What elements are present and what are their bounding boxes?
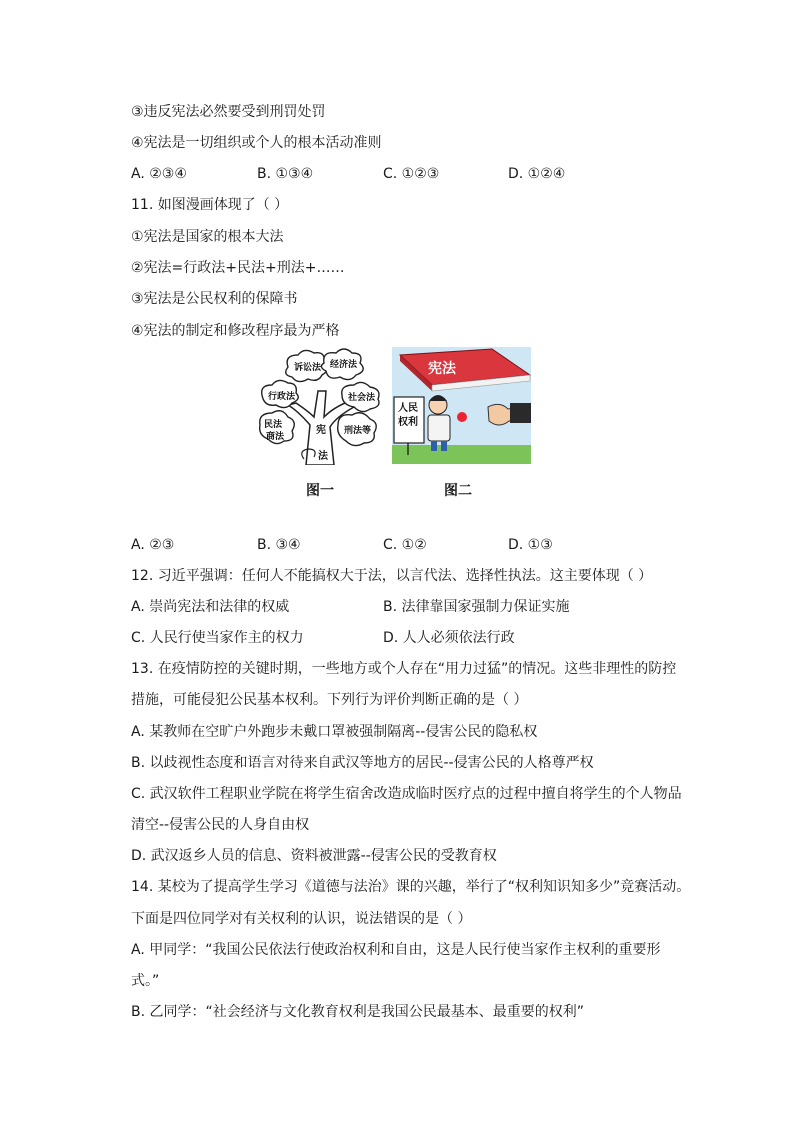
root-label: 法 xyxy=(318,451,328,462)
q14-stem-line-1: 14. 某校为了提高学生学习《道德与法治》课的兴趣，举行了“权利知识知多少”竞赛活动。 xyxy=(131,879,691,895)
branch-label-6: 刑法等 xyxy=(344,426,372,436)
branch-label-1: 诉讼法 xyxy=(294,363,322,373)
sign-label-line-2: 权利 xyxy=(398,417,418,428)
q10-statement-4: ④宪法是一切组织或个人的根本活动准则 xyxy=(131,135,382,151)
branch-label-4: 社会法 xyxy=(348,393,376,403)
q10-option-d: D. ①②④ xyxy=(508,166,566,182)
q13-option-d: D. 武汉返乡人员的信息、资料被泄露--侵害公民的受教育权 xyxy=(131,848,497,864)
branch-label-2: 经济法 xyxy=(330,360,358,370)
q10-option-a: A. ②③④ xyxy=(131,166,187,182)
figure-1-law-tree xyxy=(258,347,386,465)
q11-statement-2: ②宪法=行政法+民法+刑法+…… xyxy=(131,260,345,276)
branch-label-5b: 商法 xyxy=(266,432,285,442)
q14-option-a-line-2: 式。” xyxy=(131,973,160,989)
constitution-umbrella-illustration xyxy=(392,347,531,464)
q11-statement-1: ①宪法是国家的根本大法 xyxy=(131,229,284,245)
figure-1-caption: 图一 xyxy=(306,483,334,499)
q11-option-b: B. ③④ xyxy=(257,537,301,553)
q12-stem: 12. 习近平强调：任何人不能搞权大于法，以言代法、选择性执法。这主要体现（ ） xyxy=(131,568,653,584)
q13-option-c-line-2: 清空--侵害公民的人身自由权 xyxy=(131,817,310,833)
q11-statement-4: ④宪法的制定和修改程序最为严格 xyxy=(131,323,340,339)
q12-option-a: A. 崇尚宪法和法律的权威 xyxy=(131,599,290,615)
branch-label-5a: 民法 xyxy=(264,420,283,430)
q13-option-b: B. 以歧视性态度和语言对待来自武汉等地方的居民--侵害公民的人格尊严权 xyxy=(131,755,594,771)
q10-option-c: C. ①②③ xyxy=(383,166,440,182)
q12-option-b: B. 法律靠国家强制力保证实施 xyxy=(383,599,570,615)
branch-label-3: 行政法 xyxy=(268,392,296,402)
q13-option-c-line-1: C. 武汉软件工程职业学院在将学生宿舍改造成临时医疗点的过程中擅自将学生的个人物品 xyxy=(131,786,682,802)
figure-2-constitution-umbrella xyxy=(392,347,531,464)
q14-option-a-line-1: A. 甲同学：“我国公民依法行使政治权利和自由，这是人民行使当家作主权利的重要形 xyxy=(131,942,661,958)
trunk-label: 宪 xyxy=(316,425,326,436)
figure-2-caption: 图二 xyxy=(444,483,472,499)
book-title: 宪法 xyxy=(428,361,456,377)
q14-stem-line-2: 下面是四位同学对有关权利的认识，说法错误的是（ ） xyxy=(131,911,472,927)
q11-option-c: C. ①② xyxy=(383,537,427,553)
q13-stem-line-2: 措施，可能侵犯公民基本权利。下列行为评价判断正确的是（ ） xyxy=(131,692,528,708)
q13-stem-line-1: 13. 在疫情防控的关键时期，一些地方或个人存在“用力过猛”的情况。这些非理性的防控 xyxy=(131,661,677,677)
q10-option-b: B. ①③④ xyxy=(257,166,314,182)
q13-option-a: A. 某教师在空旷户外跑步未戴口罩被强制隔离--侵害公民的隐私权 xyxy=(131,724,538,740)
law-tree-illustration xyxy=(258,347,386,465)
q10-statement-3: ③违反宪法必然要受到刑罚处罚 xyxy=(131,104,326,120)
q12-option-c: C. 人民行使当家作主的权力 xyxy=(131,630,304,646)
q14-option-b: B. 乙同学：“社会经济与文化教育权利是我国公民最基本、最重要的权利” xyxy=(131,1004,585,1020)
q11-option-a: A. ②③ xyxy=(131,537,175,553)
q11-statement-3: ③宪法是公民权利的保障书 xyxy=(131,291,298,307)
q11-stem: 11. 如图漫画体现了（ ） xyxy=(131,197,289,213)
q12-option-d: D. 人人必须依法行政 xyxy=(383,630,515,646)
q11-option-d: D. ①③ xyxy=(508,537,553,553)
sign-label-line-1: 人民 xyxy=(398,403,418,414)
